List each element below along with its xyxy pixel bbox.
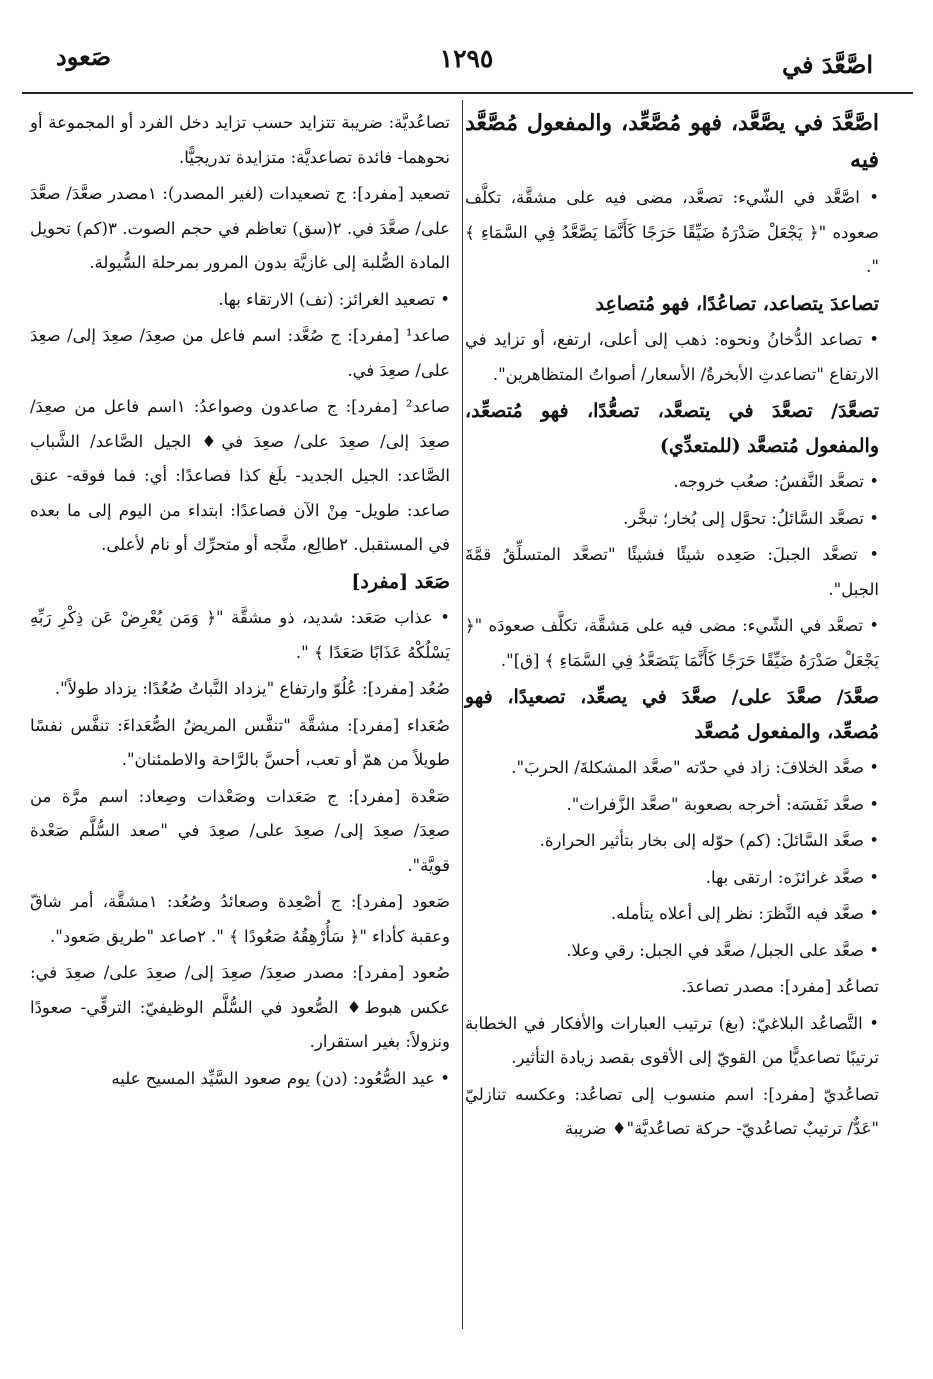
entry-headword: صَعود [مفرد]: ج أصْعِدة وصعائدُ وصُعُد: ١مشقَّة، أمر شاقّ وعقبة كأداء "﴿ سَأُرْهِقُهُ صَعُودًا ﴾ ". ٢صاعد "طريق صَعود". — [30, 892, 450, 946]
entry-headword: تصعيد [مفرد]: ج تصعيدات (لغير المصدر): ١مصدر صعَّدَ/ صعَّدَ على/ صعَّدَ في. ٢(سق) تعاظم في حجم الصوت. ٣(كم) تحويل المادة الصُّلبة إلى غازيَّة بدون المرور بمرحلة السُّيولة. — [30, 184, 451, 272]
entry-headword: اصَّعَّدَ في يصَّعَّد، فهو مُصَّعِّد، والمفعول مُصَّعَّد فيه — [465, 110, 879, 173]
entry-sense: • صعَّد على الجبل/ صعَّد في الجبل: رقي وعلا. — [566, 940, 879, 960]
entry-sense: • التَّصاعُد البلاغيّ: (بغ) ترتيب العبارات والأفكار في الخطابة ترتيبًا تصاعديًّا من القويّ إلى الأقوى بقصد زيادة التأثير. — [465, 1013, 879, 1067]
entry-sense: • عذاب صَعَد: شديد، ذو مشقَّة "﴿ وَمَن يُعْرِضْ عَن ذِكْرِ رَبِّهِ يَسْلُكْهُ عَذَابًا صَعَدًا ﴾ ". — [30, 608, 450, 662]
entry-headword: صاعد¹ [مفرد]: ج صُعَّد: اسم فاعل من صعِدَ/ صعِدَ إلى/ صعِدَ على/ صعِدَ في. — [30, 326, 450, 380]
entry-sense: • تصعَّد في الشّيء: مضى فيه على مَشقَّة، تكلَّف صعودَه "﴿ يَجْعَلْ صَدْرَهُ ضَيِّقًا حَرَجًا كَأَنَّمَا يَتَصَعَّدُ فِي السَّمَاءِ ﴾ [ق]". — [465, 616, 879, 670]
entry-sense: • اصَّعَّد في الشّيء: تصعَّد، مضى فيه على مشقَّة، تكلَّف صعوده "﴿ يَجْعَلْ صَدْرَهُ ضَيِّقًا حَرَجًا كَأَنَّمَا يَصَّعَّدُ فِي السَّمَاءِ ﴾ ". — [465, 188, 879, 276]
entry-sense: • تصعَّد النَّفسُ: صعُب خروجه. — [673, 472, 879, 491]
entry-headword: صَعَد [مفرد] — [351, 570, 450, 593]
running-header — [40, 40, 893, 86]
entry-sense: • صعَّد فيه النَّظرَ: نظر إلى أعلاه يتأمله. — [610, 904, 879, 923]
entry-headword: صاعد² [مفرد]: ج صاعدون وصواعدُ: ١اسم فاعل من صعِدَ/ صعِدَ إلى/ صعِدَ على/ صعِدَ في♦ الجيل الصَّاعد/ الشَّباب الصَّاعد: الجيل الجديد- بلَغ كذا فصاعدًا: أي: فما فوقه- عنق صاعد: طويل- مِنْ الآن فصاعدًا: ابتداء من اليوم إلى ما بعده في المستقبل. ٢طالِع، متَّجه أو متحرِّك أو نام لأعلى. — [30, 397, 450, 554]
guide-word-first: اصَّعَّدَ في — [781, 50, 873, 79]
entry-headword: تصاعُد [مفرد]: مصدر تصاعدَ. — [681, 977, 879, 996]
entry-headword: صُعود [مفرد]: مصدر صعِدَ/ صعِدَ إلى/ صعِدَ على/ صعِدَ في: عكس هبوط♦ الصُّعود في السُّلَّم الوظيفيّ: الترقِّي- صعودًا ونزولاً: بغير استقرار. — [30, 963, 450, 1051]
entry-sense: • تصعَّد الجبلَ: صَعِده شيئًا فشيئًا "تصعَّد المتسلِّقُ قمَّةَ الجبل". — [465, 545, 879, 599]
guide-word-last: صَعود — [56, 42, 112, 71]
entry-sense: • صعَّد الخلافَ: زاد في حدّته "صعَّد المشكلةَ/ الحربَ". — [511, 758, 879, 777]
entry-sense: • صعَّد السَّائلَ: (كم) حوّله إلى بخار بتأثير الحرارة. — [539, 831, 879, 850]
entry-sense: • صعَّد نَفَسَه: أخرجه بصعوبة "صعَّد الزَّفرات". — [566, 794, 879, 814]
entry-headword: صُعُد [مفرد]: عُلُوّ وارتفاع "يزداد النَّباتُ صُعُدًا: يزداد طولاً". — [54, 679, 450, 698]
entry-headword: صَعْدة [مفرد]: ج صَعَدات وصَعْدات وصِعاد: اسم مرَّة من صعِدَ/ صعِدَ إلى/ صعِدَ على/ صعِدَ في "صعد السُّلَّم صَعْدة قويَّة". — [30, 786, 450, 875]
entry-sense: • تصعيد الغرائز: (نف) الارتقاء بها. — [218, 289, 450, 309]
entry-sense: • صعَّد غرائزَه: ارتقى بها. — [705, 867, 879, 887]
entry-headword: تصعَّدَ/ تصعَّدَ في يتصعَّد، تصعُّدًا، فهو مُتصعِّد، والمفعول مُتصعَّد (للمتعدِّي) — [465, 400, 879, 457]
entry-headword: صُعَداء [مفرد]: مشقَّة "تنفَّس المريضُ الصُّعَداءَ: تنفَّس نفسًا طويلاً من همّ أو تعب، أحسَّ بالرَّاحة والاطمئنان". — [30, 715, 450, 769]
right-column — [465, 106, 879, 1149]
entry-sense: تصاعُديَّة: ضريبة تتزايد حسب تزايد دخل الفرد أو المجموعة أو نحوهما- فائدة تصاعديَّة: متزايدة تدريجيًّا. — [30, 113, 450, 167]
entry-headword: تصاعدَ يتصاعد، تصاعُدًا، فهو مُتصاعِد — [595, 292, 879, 315]
entry-sense: • تصعَّد السَّائلُ: تحوَّل إلى بُخار؛ تبخَّر. — [623, 508, 879, 528]
entry-sense: • تصاعد الدُّخانُ ونحوه: ذهب إلى أعلى، ارتفع، أو تزايد في الارتفاع "تصاعدتِ الأبخرةُ/ الأسعار/ أصواتُ المتظاهرين". — [465, 330, 879, 384]
entry-headword: صعَّدَ/ صعَّدَ على/ صعَّدَ في يصعِّد، تصعيدًا، فهو مُصعِّد، والمفعول مُصعَّد — [465, 686, 879, 743]
entry-sense: • عيد الصُّعُود: (دن) يوم صعود السَّيِّد المسيح عليه — [111, 1068, 450, 1088]
page-number: ١٢٩٥ — [439, 44, 494, 73]
column-divider — [462, 100, 463, 1329]
left-column — [30, 106, 450, 1098]
header-rule — [22, 92, 913, 94]
entry-headword: تصاعُديّ [مفرد]: اسم منسوب إلى تصاعُد: وعكسه تنازليّ "عَدٌّ/ ترتيبٌ تصاعُديّ- حركة تصاعُديَّة"♦ ضريبة — [465, 1084, 879, 1138]
